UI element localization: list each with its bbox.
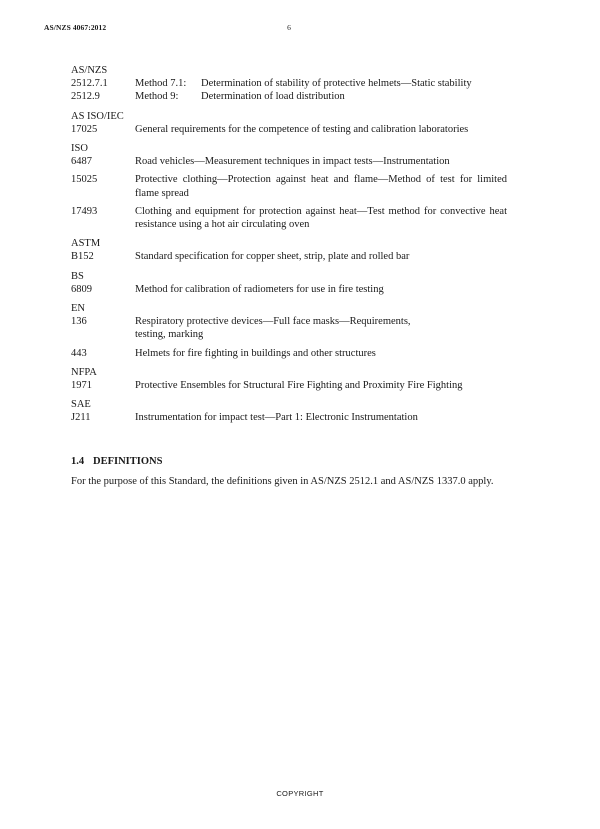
reference-group-bs — [71, 270, 507, 296]
reference-item — [71, 173, 507, 199]
reference-title: Instrumentation for impact test—Part 1: Electronic Instrumentation — [135, 412, 418, 424]
reference-number: 17493 — [71, 205, 98, 217]
reference-number: J211 — [71, 412, 91, 424]
reference-item — [71, 315, 507, 341]
reference-title — [135, 77, 507, 90]
section-number: 1.4 — [71, 456, 85, 467]
reference-org-label: ASTM — [71, 238, 101, 250]
reference-number: 136 — [71, 316, 87, 328]
reference-group-sae — [71, 398, 507, 424]
reference-org-label: ISO — [71, 143, 88, 155]
reference-title — [135, 315, 507, 341]
reference-org-label: AS ISO/IEC — [71, 110, 124, 122]
reference-item — [71, 379, 507, 392]
reference-group-en — [71, 302, 507, 360]
reference-method: Method 9: — [135, 91, 179, 103]
reference-number: 6809 — [71, 283, 92, 295]
page-number: 6 — [287, 23, 291, 32]
document-id-header: AS/NZS 4067:2012 — [44, 23, 107, 32]
reference-item — [71, 123, 507, 136]
reference-title: Protective clothing—Protection against heat and flame—Method of test for limited flame spread — [135, 174, 507, 199]
reference-title-line-1: Respiratory protective devices—Full face masks—Requirements, — [135, 316, 411, 328]
reference-number: B152 — [71, 251, 94, 263]
reference-number: 443 — [71, 347, 87, 359]
reference-title-text: Determination of load distribution — [201, 91, 345, 103]
reference-number: 2512.9 — [71, 91, 100, 103]
reference-title: General requirements for the competence of testing and calibration laboratories — [135, 123, 469, 135]
section-title: DEFINITIONS — [93, 456, 163, 467]
reference-item — [71, 155, 507, 168]
reference-item — [71, 90, 507, 103]
reference-title — [135, 90, 507, 103]
reference-org-label: BS — [71, 270, 84, 282]
reference-title: Road vehicles—Measurement techniques in impact tests—Instrumentation — [135, 156, 450, 168]
reference-title: Protective Ensembles for Structural Fire Fighting and Proximity Fire Fighting — [135, 380, 463, 392]
reference-title: Clothing and equipment for protection against heat—Test method for convective heat resistance using a hot air circulating oven — [135, 205, 507, 231]
reference-title: Standard specification for copper sheet, strip, plate and rolled bar — [135, 251, 410, 263]
reference-item — [71, 77, 507, 90]
reference-item — [71, 283, 507, 296]
reference-org-label: EN — [71, 303, 85, 315]
reference-number: 15025 — [71, 174, 98, 186]
copyright-footer: COPYRIGHT — [276, 789, 324, 798]
reference-title: Helmets for fire fighting in buildings and other structures — [135, 347, 376, 359]
reference-group-iso — [71, 142, 507, 231]
reference-item — [71, 347, 507, 360]
reference-item — [71, 205, 507, 231]
reference-title-line-2: testing, marking — [135, 329, 204, 341]
reference-group-as-iso-iec — [71, 110, 507, 136]
reference-org-label: NFPA — [71, 366, 97, 378]
reference-number: 6487 — [71, 156, 92, 168]
reference-method: Method 7.1: — [135, 78, 187, 90]
reference-group-astm — [71, 237, 507, 263]
reference-number: 2512.7.1 — [71, 78, 108, 90]
reference-item — [71, 411, 507, 424]
section-heading — [71, 456, 162, 467]
reference-org-label: SAE — [71, 399, 91, 411]
reference-title: Method for calibration of radiometers for use in fire testing — [135, 283, 384, 295]
reference-title-text: Determination of stability of protective helmets—Static stability — [201, 78, 472, 90]
reference-group-nfpa — [71, 366, 507, 392]
reference-group-as-nzs — [71, 64, 507, 104]
section-body-text: For the purpose of this Standard, the definitions given in AS/NZS 2512.1 and AS/NZS 1337.0 apply. — [71, 476, 494, 487]
reference-number: 1971 — [71, 380, 92, 392]
reference-item — [71, 250, 507, 263]
referenced-documents-list — [71, 64, 507, 431]
reference-org-label: AS/NZS — [71, 65, 108, 76]
reference-number: 17025 — [71, 123, 98, 135]
